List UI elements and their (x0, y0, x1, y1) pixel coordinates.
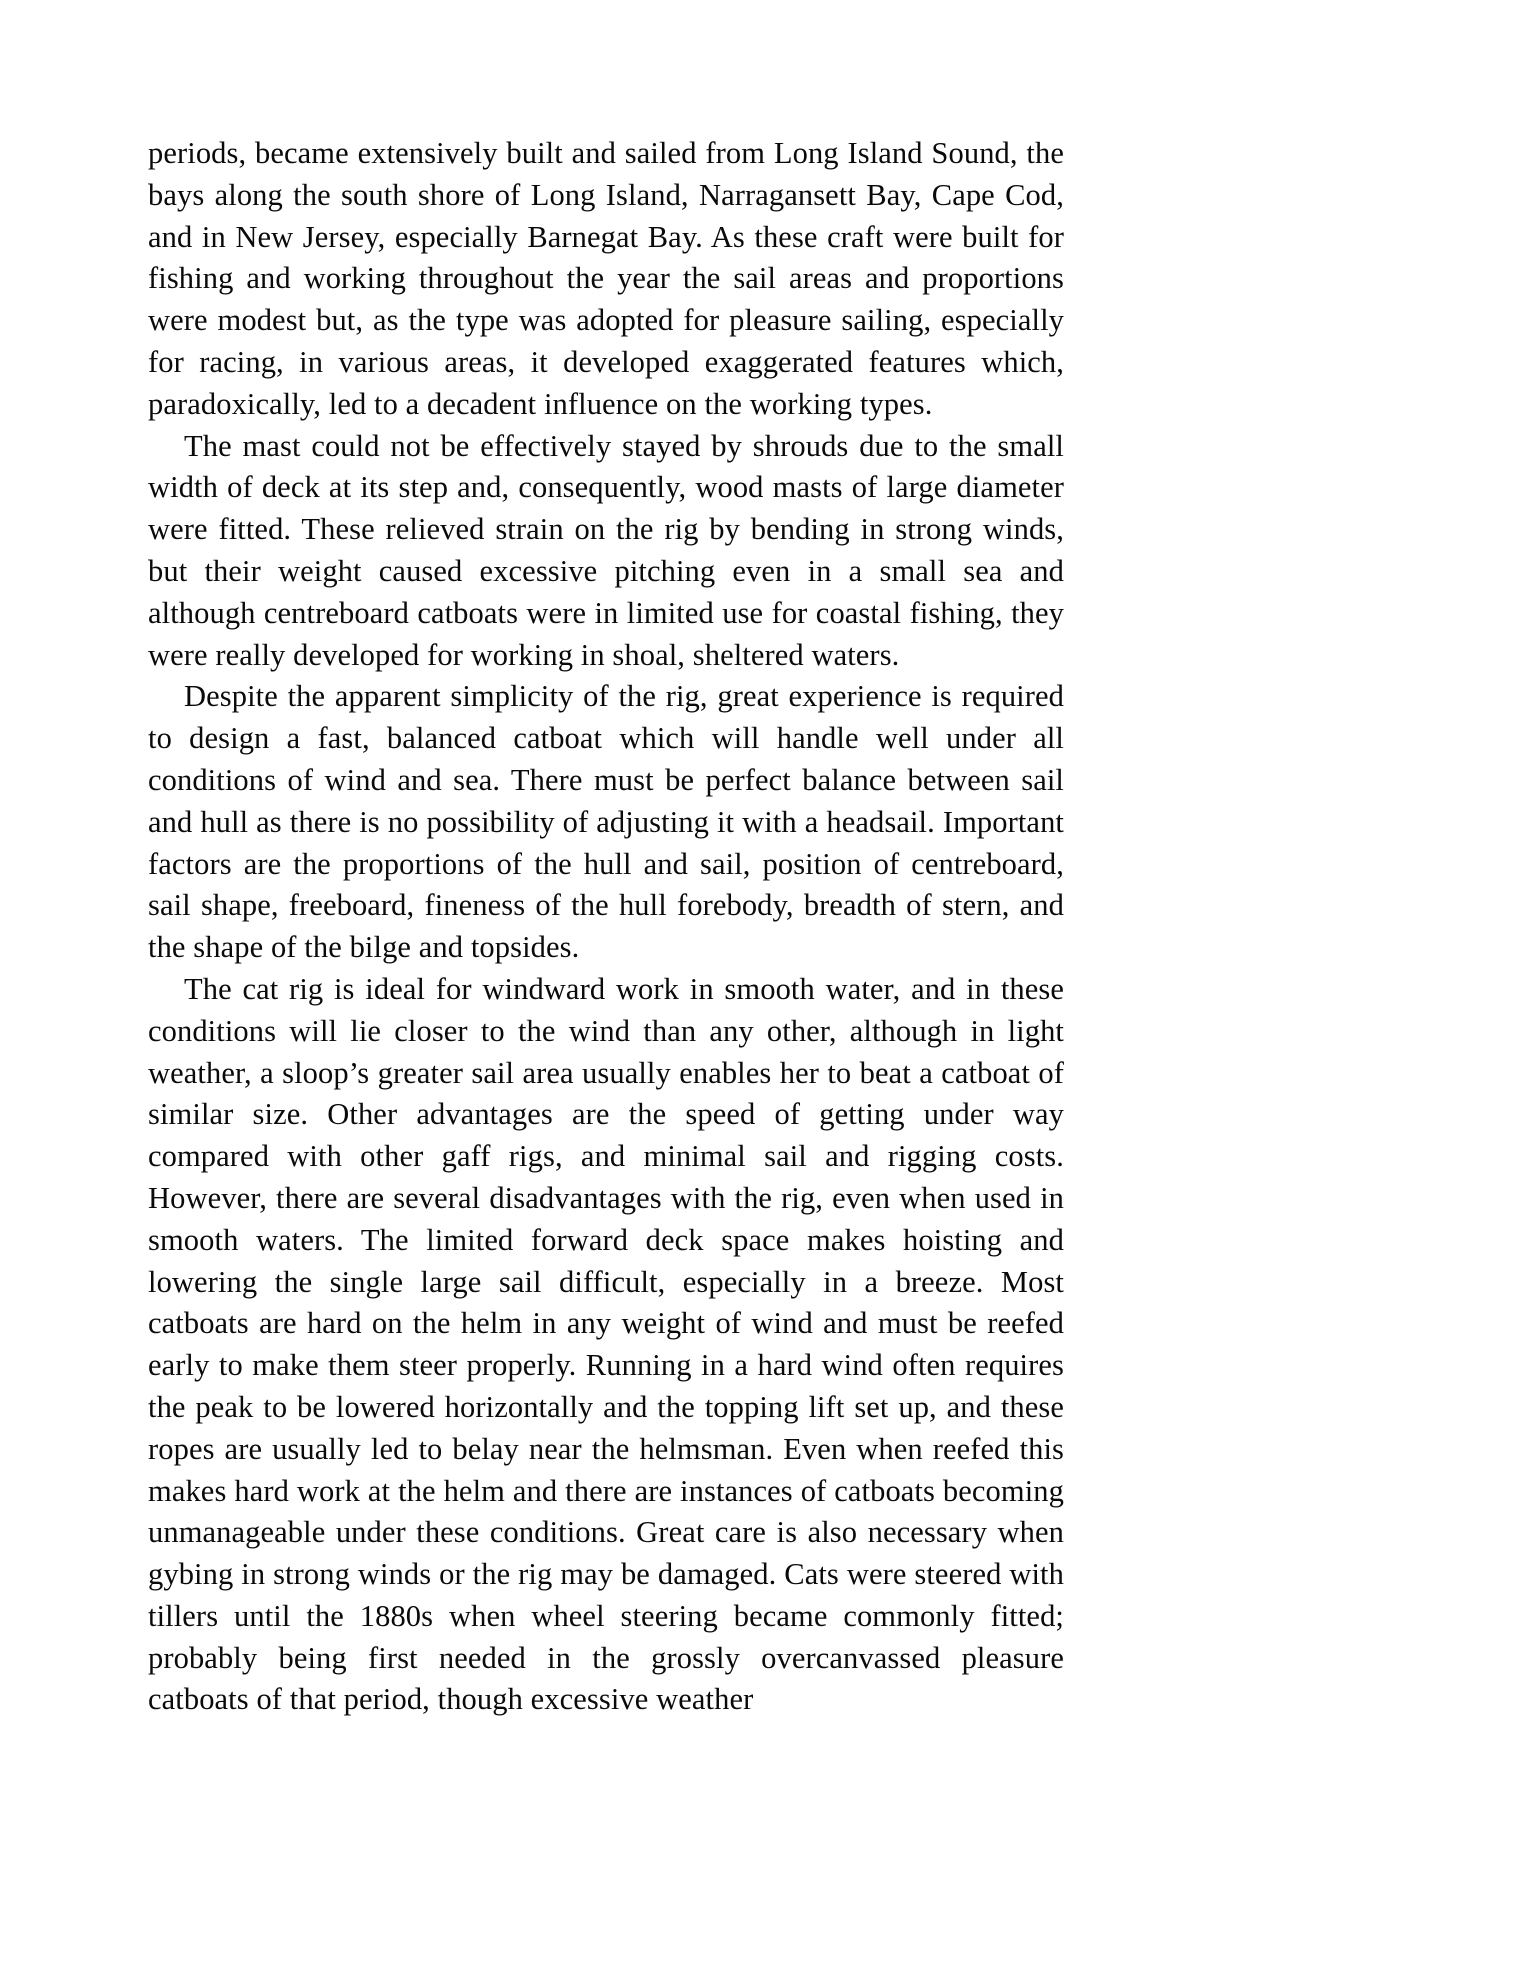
paragraph-4: The cat rig is ideal for windward work in smooth water, and in these conditions will lie closer to the wind than any other, although in light weather, a sloop’s greater sail area usually enables her to beat a catboat of similar size. Other advantages are the speed of getting under way compared with other gaff rigs, and minimal sail and rigging costs. However, there are several disadvantages with the rig, even when used in smooth waters. The limited forward deck space makes hoisting and lowering the single large sail difficult, especially in a breeze. Most catboats are hard on the helm in any weight of wind and must be reefed early to make them steer properly. Running in a hard wind often requires the peak to be lowered horizontally and the topping lift set up, and these ropes are usually led to belay near the helmsman. Even when reefed this makes hard work at the helm and there are instances of catboats becoming unmanageable under these conditions. Great care is also necessary when gybing in strong winds or the rig may be damaged. Cats were steered with tillers until the 1880s when wheel steering became commonly fitted; probably being first needed in the grossly overcanvassed pleasure catboats of that period, though excessive weather (148, 971, 1064, 1717)
paragraph-1: periods, became extensively built and sailed from Long Island Sound, the bays along the south shore of Long Island, Narragansett Bay, Cape Cod, and in New Jersey, especially Barnegat Bay. As these craft were built for fishing and working throughout the year the sail areas and proportions were modest but, as the type was adopted for pleasure sailing, especially for racing, in various areas, it developed exaggerated features which, paradoxically, led to a decadent influence on the working types. (148, 136, 1064, 421)
body-text-column (148, 133, 1064, 1721)
paragraph-3: Despite the apparent simplicity of the rig, great experience is required to design a fast, balanced catboat which will handle well under all conditions of wind and sea. There must be perfect balance between sail and hull as there is no possibility of adjusting it with a headsail. Important factors are the proportions of the hull and sail, position of centreboard, sail shape, freeboard, fineness of the hull forebody, breadth of stern, and the shape of the bilge and topsides. (148, 679, 1064, 965)
paragraph-2: The mast could not be effectively stayed by shrouds due to the small width of deck at its step and, consequently, wood masts of large diameter were fitted. These relieved strain on the rig by bending in strong winds, but their weight caused excessive pitching even in a small sea and although centreboard catboats were in limited use for coastal fishing, they were really developed for working in shoal, sheltered waters. (148, 428, 1064, 672)
